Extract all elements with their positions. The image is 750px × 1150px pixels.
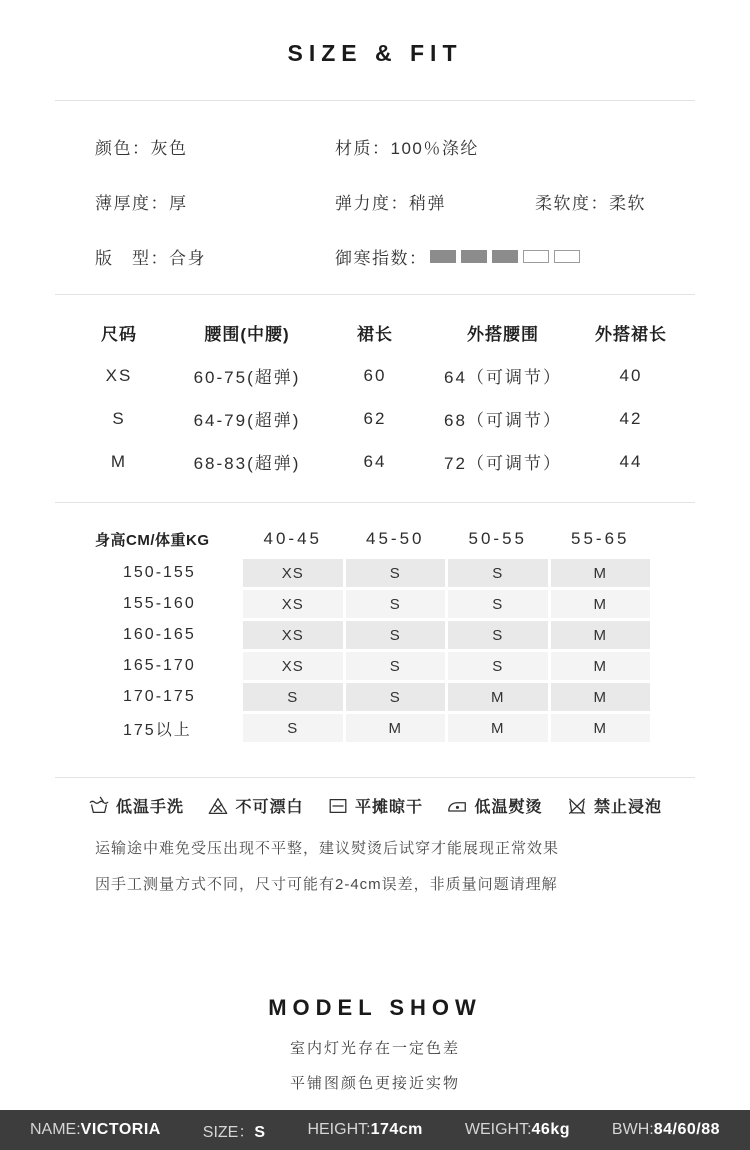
care-label: 禁止浸泡 [593,799,662,816]
matrix-col-header: 55-65 [571,529,630,548]
attr-color-value: 灰色 [150,139,188,158]
attr-elasticity-value: 稍弹 [409,194,446,213]
matrix-row-label: 175以上 [123,721,192,739]
model-show-title: MODEL SHOW [268,995,482,1020]
care-item-no-soak [566,794,662,817]
divider [55,777,695,778]
care-label: 不可漂白 [235,799,304,816]
table-cell: M [551,714,651,742]
table-cell: 42 [619,408,643,428]
table-row [55,397,695,440]
model-show-note: 平铺图颜色更接近实物 [289,1075,460,1092]
warmth-block-empty [554,250,580,263]
matrix-col-header: 50-55 [468,529,527,548]
warmth-block-empty [523,250,549,263]
model-height: HEIGHT:174cm [307,1121,423,1138]
hand-wash-icon [88,795,110,817]
care-notes [55,831,695,903]
matrix-row-label: 165-170 [123,657,196,674]
table-cell: S [346,683,446,711]
size-table-header: 外搭腰围 [467,325,539,344]
attr-softness-value: 柔软 [609,194,646,213]
table-cell: 64 [363,451,387,471]
matrix-col-header: 40-45 [263,529,322,548]
size-table-header: 腰围(中腰) [204,325,290,344]
attr-thickness [95,189,335,214]
model-show-section [55,995,695,1101]
table-cell: S [346,590,446,618]
care-item-hand-wash [88,794,184,817]
size-table [55,311,695,483]
height-weight-matrix [55,523,650,742]
attr-row [95,119,695,174]
matrix-col-header: 45-50 [366,529,425,548]
table-cell: S [112,408,126,428]
care-item-no-bleach [207,794,303,817]
table-cell: S [243,714,343,742]
table-row [55,354,695,397]
table-cell: S [346,621,446,649]
table-row [55,621,650,649]
model-info-bar [0,1110,750,1150]
table-cell: XS [243,590,343,618]
table-cell: S [448,590,548,618]
divider [55,502,695,503]
table-cell: XS [243,652,343,680]
table-row [55,652,650,680]
attr-softness [535,189,646,214]
divider [55,294,695,295]
table-cell: M [551,683,651,711]
attributes-section [55,101,695,284]
size-table-header: 外搭裙长 [595,325,667,344]
matrix-corner-label: 身高CM/体重KG [95,531,210,549]
table-cell: XS [243,621,343,649]
table-cell: M [346,714,446,742]
table-cell: M [551,590,651,618]
table-cell: 62 [363,408,387,428]
matrix-row-label: 150-155 [123,564,196,581]
attr-row [95,174,695,229]
matrix-row-label: 155-160 [123,595,196,612]
size-table-header: 尺码 [101,325,137,344]
size-table-header-row [55,311,695,354]
warmth-block-filled [461,250,487,263]
table-cell: S [448,652,548,680]
model-weight: WEIGHT:46kg [464,1121,570,1138]
low-iron-icon [446,795,468,817]
table-row [55,590,650,618]
attr-color-label: 颜色： [95,139,151,158]
model-size: SIZE：S [202,1123,266,1141]
table-cell: M [551,621,651,649]
attr-material [335,134,479,159]
matrix-row-label: 160-165 [123,626,196,643]
table-cell: 44 [619,451,643,471]
table-row [55,683,650,711]
table-cell: 40 [619,365,643,385]
no-bleach-icon [207,795,229,817]
table-cell: M [448,714,548,742]
care-label: 低温手洗 [116,799,185,816]
note-line: 因手工测量方式不同，尺寸可能有2-4cm误差，非质量问题请理解 [95,876,558,893]
no-soak-icon [566,795,588,817]
table-cell: S [346,559,446,587]
table-cell: 72（可调节） [444,454,562,473]
care-item-low-iron [446,794,542,817]
table-cell: S [243,683,343,711]
attr-softness-label: 柔软度： [535,194,609,213]
attr-fit-label: 版 型： [95,249,169,268]
model-show-note: 室内灯光存在一定色差 [289,1040,460,1057]
table-cell: M [551,652,651,680]
table-cell: M [551,559,651,587]
table-cell: 64-79(超弹) [193,411,301,430]
attr-elasticity-label: 弹力度： [335,194,409,213]
dry-flat-icon [327,795,349,817]
attr-material-value: 100％涤纶 [390,139,479,158]
attr-thickness-label: 薄厚度： [95,194,169,213]
table-cell: M [110,451,128,471]
attr-warmth [335,244,580,269]
model-bwh: BWH:84/60/88 [611,1121,720,1138]
attr-color [95,134,335,159]
table-cell: 60 [363,365,387,385]
warmth-indicator [430,250,580,263]
table-row [55,440,695,483]
care-label: 低温熨烫 [474,799,543,816]
attr-row [95,229,695,284]
table-cell: XS [105,365,133,385]
page-title: SIZE & FIT [287,40,463,66]
note-line: 运输途中难免受压出现不平整，建议熨烫后试穿才能展现正常效果 [95,840,560,857]
matrix-header-row [55,523,650,555]
model-name: NAME:VICTORIA [30,1121,161,1138]
table-cell: 68（可调节） [444,411,562,430]
attr-material-label: 材质： [335,139,391,158]
table-cell: S [346,652,446,680]
table-row [55,714,650,742]
table-cell: 60-75(超弹) [193,368,301,387]
attr-thickness-value: 厚 [169,194,188,213]
care-instructions [55,794,695,817]
table-cell: M [448,683,548,711]
table-cell: S [448,559,548,587]
table-cell: 68-83(超弹) [193,454,301,473]
size-table-header: 裙长 [357,325,393,344]
table-cell: 64（可调节） [444,368,562,387]
care-item-dry-flat [327,794,423,817]
warmth-block-filled [430,250,456,263]
warmth-block-filled [492,250,518,263]
attr-elasticity [335,189,535,214]
matrix-row-label: 170-175 [123,688,196,705]
table-cell: S [448,621,548,649]
care-label: 平摊晾干 [354,799,423,816]
attr-warmth-label: 御寒指数： [335,249,428,268]
table-cell: XS [243,559,343,587]
attr-fit [95,244,335,269]
attr-fit-value: 合身 [169,249,206,268]
table-row [55,559,650,587]
